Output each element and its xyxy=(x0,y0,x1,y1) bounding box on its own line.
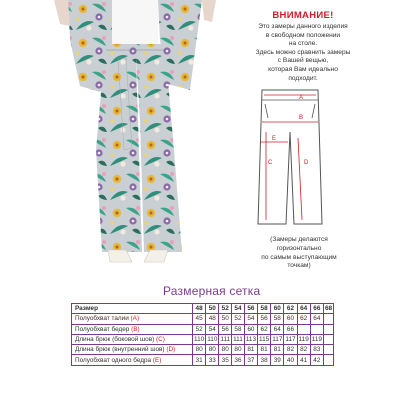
table-cell: 52 xyxy=(232,314,245,324)
table-cell: 80 xyxy=(206,345,219,355)
table-cell: 50 xyxy=(219,314,232,324)
table-cell: 62 xyxy=(258,324,271,334)
table-cell: 54 xyxy=(244,314,257,324)
table-cell: 66 xyxy=(284,324,297,334)
row-label-code: (E) xyxy=(152,356,162,364)
diagram-letter-e: E xyxy=(272,136,277,142)
pants-outline-icon xyxy=(252,88,328,226)
notice-line: на столе. xyxy=(288,40,318,48)
row-label-text: Полуобхват талии xyxy=(75,315,131,323)
size-header-cell: 64 xyxy=(297,304,310,314)
table-cell: 81 xyxy=(271,345,284,355)
table-cell: 52 xyxy=(193,324,206,334)
size-header-cell: 68 xyxy=(324,305,333,313)
table-cell: 56 xyxy=(258,314,271,324)
table-cell: 119 xyxy=(298,336,309,344)
table-cell xyxy=(310,324,323,334)
table-cell xyxy=(297,324,310,334)
row-label-cell xyxy=(72,355,193,365)
table-cell xyxy=(323,324,333,334)
table-row xyxy=(72,355,334,365)
row-label-cell xyxy=(72,345,193,355)
notice-line: подходит. xyxy=(288,74,318,82)
table-cell: 111 xyxy=(220,336,231,344)
measurement-note-line: по самым выступающим xyxy=(261,253,337,261)
table-cell: 81 xyxy=(258,345,271,355)
table-cell: 82 xyxy=(284,345,297,355)
table-cell: 37 xyxy=(244,355,257,365)
table-cell: 80 xyxy=(219,345,232,355)
row-label-code: (C) xyxy=(156,336,165,344)
size-chart-title: Размерная сетка xyxy=(163,284,261,298)
row-label-cell xyxy=(72,314,193,324)
table-cell: 83 xyxy=(310,345,323,355)
row-label-text: Полуобхват бедер xyxy=(75,325,132,333)
table-cell: 80 xyxy=(193,345,206,355)
table-row xyxy=(72,345,334,355)
table-header-row xyxy=(72,304,334,314)
table-cell: 42 xyxy=(310,355,323,365)
row-label-cell xyxy=(72,324,193,334)
table-cell: 110 xyxy=(194,336,205,344)
size-header-cell: 58 xyxy=(258,304,271,314)
table-cell: 117 xyxy=(285,336,296,344)
size-header-cell: 48 xyxy=(193,304,206,314)
row-label-text: Длина брюк (боковой шов) xyxy=(75,336,157,344)
measurement-note-line: точкам) xyxy=(287,262,311,270)
notice-title: ВНИМАНИЕ! xyxy=(272,10,334,21)
notice-line: Здесь можно сравнить замеры xyxy=(255,48,351,56)
diagram-letter-d: D xyxy=(304,160,309,166)
table-cell: 62 xyxy=(297,314,310,324)
table-cell: 54 xyxy=(206,324,219,334)
table-cell: 58 xyxy=(232,324,245,334)
size-header-cell: 52 xyxy=(219,304,232,314)
table-cell: 64 xyxy=(271,324,284,334)
table-cell: 45 xyxy=(193,314,206,324)
table-cell: 58 xyxy=(271,314,284,324)
notice-line: с Вашей вещью, xyxy=(277,57,329,65)
notice-text xyxy=(238,23,368,83)
table-cell: 117 xyxy=(272,336,283,344)
table-cell: 33 xyxy=(206,355,219,365)
table-cell xyxy=(323,345,333,355)
row-label-cell xyxy=(72,334,193,344)
table-row xyxy=(72,314,334,324)
table-cell: 115 xyxy=(259,336,270,344)
table-cell: 110 xyxy=(207,336,218,344)
table-cell: 39 xyxy=(271,355,284,365)
header-label-cell: Размер xyxy=(72,304,193,314)
table-cell xyxy=(323,314,333,324)
table-cell: 60 xyxy=(244,324,257,334)
table-cell: 41 xyxy=(297,355,310,365)
size-header-cell: 50 xyxy=(206,304,219,314)
table-cell: 80 xyxy=(232,345,245,355)
size-header-cell: 66 xyxy=(310,304,323,314)
table-cell: 60 xyxy=(284,314,297,324)
row-label-code: (A) xyxy=(130,315,140,323)
table-cell xyxy=(323,355,333,365)
pants-measurement-diagram xyxy=(252,88,328,226)
table-cell: 36 xyxy=(232,355,245,365)
table-cell: 38 xyxy=(258,355,271,365)
measurement-note-line: горизонтально xyxy=(276,244,322,252)
row-label-code: (D) xyxy=(166,346,176,354)
product-photo xyxy=(40,0,230,275)
row-label-text: Длина брюк (внутренний шов) xyxy=(75,346,167,354)
measurement-note xyxy=(240,236,358,271)
table-row xyxy=(72,324,334,334)
size-header-cell: 62 xyxy=(284,304,297,314)
size-header-cell: 54 xyxy=(232,304,245,314)
table-cell: 82 xyxy=(297,345,310,355)
notice-line: в свободном положении xyxy=(265,31,341,39)
notice-line: которая Вам идеально xyxy=(268,65,338,73)
diagram-letter-c: C xyxy=(268,160,273,166)
size-header-cell: 56 xyxy=(244,304,257,314)
table-cell: 111 xyxy=(233,336,243,344)
diagram-letter-b: B xyxy=(299,115,304,121)
table-cell: 64 xyxy=(310,314,323,324)
table-cell: 56 xyxy=(219,324,232,334)
table-cell xyxy=(323,334,333,344)
table-cell: 113 xyxy=(245,336,256,344)
table-cell: 40 xyxy=(284,355,297,365)
row-label-text: Полуобхват одного бедра xyxy=(75,356,153,364)
table-cell: 119 xyxy=(311,336,322,344)
size-chart-table xyxy=(71,303,334,366)
notice-block xyxy=(238,10,368,83)
row-label-code: (B) xyxy=(131,325,140,333)
table-cell: 81 xyxy=(244,345,257,355)
pants-photo-illustration xyxy=(40,0,230,275)
table-cell: 48 xyxy=(206,314,219,324)
table-cell: 31 xyxy=(193,355,206,365)
diagram-letter-a: A xyxy=(299,95,304,101)
measurement-note-line: (Замеры делаются xyxy=(270,236,328,243)
notice-line: Это замеры данного изделия xyxy=(258,23,348,30)
size-header-cell: 60 xyxy=(271,304,284,314)
table-cell: 35 xyxy=(219,355,232,365)
table-row xyxy=(72,334,334,344)
